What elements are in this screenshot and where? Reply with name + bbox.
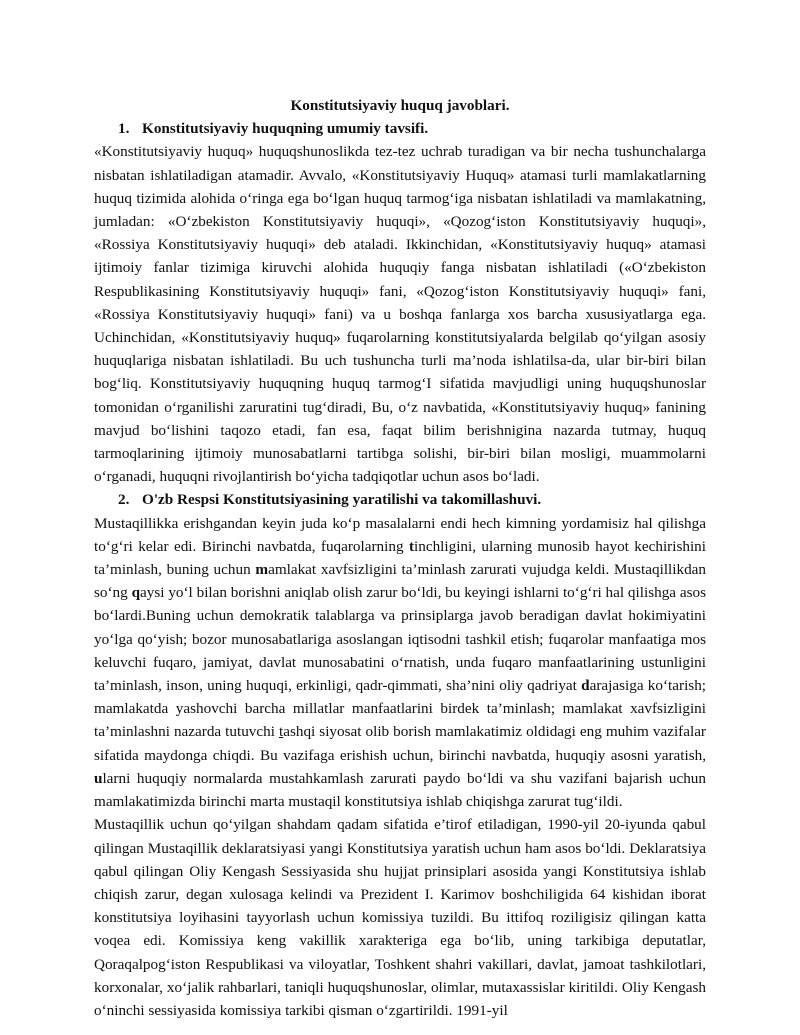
- section-1-number: 1.: [118, 120, 130, 138]
- section-2-title: O'zb Respsi Konstitutsiyasining yaratilishi va takomillashuvi.: [142, 491, 542, 509]
- underlined-letter: t: [278, 723, 284, 741]
- section-1-paragraph: «Konstitutsiyaviy huquq» huquqshunoslikda tez-tez uchrab turadigan va bir necha tushunchalarga nisbatan ishlatiladigan atamadir. Avvalo, «Konstitutsiyaviy Huquq» atamasi turli mamlakatlarning huquq tizimida alohida o‘ringa ega bo‘lgan huquq tarmog‘iga nisbatan ishlatiladi va mamlakatning, jumladan: «O‘zbekiston Konstitutsiyaviy huquqi», «Qozog‘iston Konstitutsiyaviy huquqi», «Rossiya Konstitutsiyaviy huquqi» deb ataladi. Ikkinchidan, «Konstitutsiyaviy huquq» atamasi ijtimoiy fanlar tizimiga kiruvchi alohida huquqiy fanga nisbatan ishlatiladi («O‘zbekiston Respublikasining Konstitutsiyaviy huquqi» fani, «Qozog‘iston Konstitutsiyaviy huquqi» fani, «Rossiya Konstitutsiyaviy huquqi» fani) va u boshqa fanlarga xos barcha xususiyatlarga ega. Uchinchidan, «Konstitutsiyaviy huquq» fuqarolarning konstitutsiyalarda belgilab qo‘yilgan asosiy huquqlariga nisbatan ishlatiladi. Bu uch tushuncha turli ma’noda ishlatilsa-da, ular bir-biri bilan bog‘liq. Konstitutsiyaviy huquqning huquq tarmog‘I sifatida mavjudligi uning huquqshunoslar tomonidan o‘rganilishi zaruratini tug‘diradi, Bu, o‘z navbatida, «Konstitutsiyaviy huquq» fanining mavjud bo‘lishini taqozo etadi, fan esa, faqat bilim berishnigina nazarda tutmay, huquq tarmoqlarining ijtimoiy munosabatlarni tartibga solishi, bir-biri bilan mosligi, muammolarni o‘rganadi, huquqni rivojlantirish bo‘yicha tadqiqotlar uchun asos bo‘ladi.: [94, 143, 706, 486]
- section-1-heading: [94, 117, 706, 140]
- text-run: larni huquqiy normalarda mustahkamlash zarurati paydo bo‘ldi va shu vazifani bajarish uchun mamlakatimizda birinchi marta mustaqil konstitutsiya ishlab chiqishga zarurat tug‘ildi.: [94, 769, 706, 811]
- section-2-paragraph-1: [94, 512, 706, 814]
- section-2-paragraph-2: Mustaqillik uchun qo‘yilgan shahdam qadam sifatida e’tirof etiladigan, 1990-yil 20-iyunda qabul qilingan Mustaqillik deklaratsiyasi yangi Konstitutsiya yaratish uchun ham asos bo‘ldi. Deklaratsiya qabul qilingan Oliy Kengash Sessiyasida shu hujjat prinsiplari asosida yangi Konstitutsiya ishlab chiqish zarur, degan xulosaga kelindi va Prezident I. Karimov boshchiligida 64 kishidan iborat konstitutsiya loyihasini tayyorlash uchun komissiya tuzildi. Bu ittifoq roziligisiz qilingan katta voqea edi. Komissiya keng vakillik xarakteriga ega bo‘lib, uning tarkibiga deputatlar, Qoraqalpog‘iston Respublikasi va viloyatlar, Toshkent shahri vakillari, davlat, jamoat tashkilotlari, korxonalar, xo‘jalik rahbarlari, taniqli huquqshunoslar, olimlar, mutaxassislar kiritildi. Oliy Kengash o‘ninchi sessiyasida komissiya tarkibi qisman o‘zgartirildi. 1991-yil: [94, 816, 706, 1019]
- text-run: Mustaqillikka erishgandan keyin juda ko‘p masalalarni endi hech kimning yordamisiz hal qilishga to‘g‘ri kelar edi. Birinchi navbatda, fuqarolarning: [94, 514, 706, 555]
- bold-letter: t: [408, 537, 415, 555]
- bold-letter: q: [131, 584, 141, 602]
- bold-letter: m: [255, 561, 269, 579]
- section-2-heading: [94, 488, 706, 511]
- section-1-title: Konstitutsiyaviy huquqning umumiy tavsifi.: [142, 120, 429, 138]
- document-page: [94, 94, 706, 1022]
- text-run: inchligini, ularning munosib hayot kechirishini ta’minlash, buning uchun: [94, 537, 706, 579]
- text-run: ashqi siyosat olib borish mamlakatimiz oldidagi eng muhim vazifalar sifatida maydonga chiqdi. Bu vazifaga erishish uchun, birinchi navbatda, huquqiy asosni yaratish,: [94, 723, 706, 764]
- bold-letter: d: [581, 677, 590, 695]
- section-2-number: 2.: [118, 491, 130, 509]
- document-title: Konstitutsiyaviy huquq javoblari.: [290, 97, 510, 114]
- bold-letter: u: [94, 769, 103, 787]
- text-run: arajasiga ko‘tarish; mamlakatda yashovchi barcha millatlar manfaatlarini birdek ta’minlash; mamlakat xavfsizligini ta’minlashni nazarda tutuvchi: [94, 677, 707, 741]
- text-run: aysi yo‘l bilan borishni aniqlab olish zarur bo‘ldi, bu keyingi ishlarni to‘g‘ri hal qilishga asos bo‘lardi.Buning uchun demokratik talablarga va prinsiplarga javob beradigan davlat hokimiyatini yo‘lga qo‘yish; bozor munosabatlariga asoslangan iqtisodni tashkil etish; fuqarolar manfaatiga mos keluvchi fuqaro, jamiyat, davlat munosabatini o‘rnatish, unda fuqaro manfaatlarining ustunligini ta’minlash, inson, uning huquqi, erkinligi, qadr-qimmati, sha’nini oliy qadriyat: [94, 584, 707, 695]
- text-run: amlakat xavfsizligini ta’minlash zarurati vujudga keldi. Mustaqillikdan so‘ng: [94, 561, 707, 602]
